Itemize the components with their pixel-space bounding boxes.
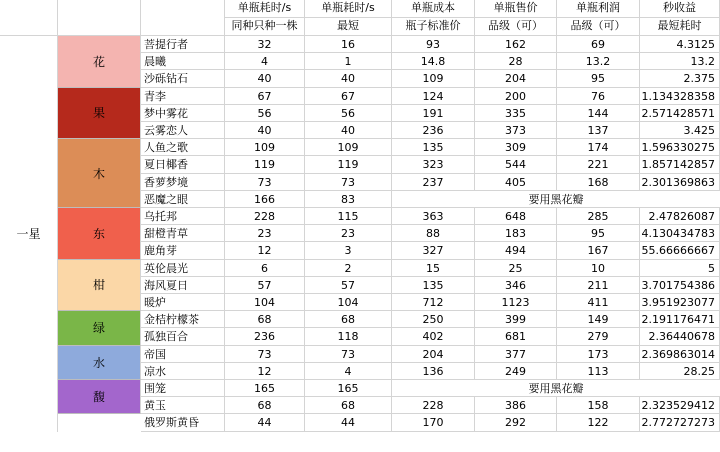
item-name[interactable]: 甜橙青草 <box>141 225 225 242</box>
item-name[interactable]: 凉水 <box>141 363 225 380</box>
item-name[interactable]: 俄罗斯黄昏 <box>141 414 225 431</box>
value-cell[interactable]: 712 <box>392 294 475 311</box>
value-cell[interactable]: 56 <box>225 105 305 122</box>
header-cell[interactable]: 最短耗时 <box>640 18 720 36</box>
value-cell[interactable]: 40 <box>225 70 305 87</box>
note-cell[interactable]: 要用黑花瓣 <box>392 191 720 208</box>
value-cell[interactable]: 115 <box>305 208 392 225</box>
value-cell[interactable]: 3.425 <box>640 122 720 139</box>
item-name[interactable]: 围笼 <box>141 380 225 397</box>
value-cell[interactable]: 28 <box>475 53 557 70</box>
item-name[interactable]: 人鱼之歌 <box>141 139 225 156</box>
header-cell[interactable]: 最短 <box>305 18 392 36</box>
item-name[interactable]: 金桔柠檬茶 <box>141 311 225 328</box>
item-name[interactable]: 菩提行者 <box>141 36 225 53</box>
value-cell[interactable]: 6 <box>225 260 305 277</box>
header-cell[interactable]: 同种只种一株 <box>225 18 305 36</box>
value-cell[interactable]: 544 <box>475 156 557 173</box>
value-cell[interactable]: 2.301369863 <box>640 174 720 191</box>
value-cell[interactable]: 2 <box>305 260 392 277</box>
value-cell[interactable]: 327 <box>392 242 475 259</box>
item-name[interactable]: 夏日椰香 <box>141 156 225 173</box>
value-cell[interactable]: 124 <box>392 88 475 105</box>
value-cell[interactable]: 113 <box>557 363 640 380</box>
value-cell[interactable]: 5 <box>640 260 720 277</box>
value-cell[interactable]: 1.596330275 <box>640 139 720 156</box>
value-cell[interactable]: 68 <box>225 397 305 414</box>
header-cell[interactable]: 单瓶耗时/s <box>225 0 305 18</box>
item-name[interactable]: 帝国 <box>141 346 225 363</box>
value-cell[interactable]: 200 <box>475 88 557 105</box>
value-cell[interactable]: 25 <box>475 260 557 277</box>
value-cell[interactable]: 68 <box>225 311 305 328</box>
value-cell[interactable]: 204 <box>392 346 475 363</box>
value-cell[interactable]: 3.951923077 <box>640 294 720 311</box>
header-cell[interactable]: 单瓶耗时/s <box>305 0 392 18</box>
value-cell[interactable]: 285 <box>557 208 640 225</box>
value-cell[interactable]: 309 <box>475 139 557 156</box>
item-name[interactable]: 恶魔之眼 <box>141 191 225 208</box>
value-cell[interactable]: 237 <box>392 174 475 191</box>
header-cell[interactable]: 品级（可） <box>475 18 557 36</box>
value-cell[interactable]: 3.701754386 <box>640 277 720 294</box>
value-cell[interactable]: 158 <box>557 397 640 414</box>
header-blank-c[interactable] <box>141 0 225 36</box>
value-cell[interactable]: 681 <box>475 328 557 345</box>
value-cell[interactable]: 40 <box>305 70 392 87</box>
value-cell[interactable]: 191 <box>392 105 475 122</box>
item-name[interactable]: 海风夏日 <box>141 277 225 294</box>
value-cell[interactable]: 373 <box>475 122 557 139</box>
value-cell[interactable]: 137 <box>557 122 640 139</box>
value-cell[interactable]: 1.857142857 <box>640 156 720 173</box>
value-cell[interactable]: 83 <box>305 191 392 208</box>
value-cell[interactable]: 292 <box>475 414 557 431</box>
value-cell[interactable]: 109 <box>392 70 475 87</box>
value-cell[interactable]: 228 <box>225 208 305 225</box>
value-cell[interactable]: 279 <box>557 328 640 345</box>
value-cell[interactable]: 386 <box>475 397 557 414</box>
value-cell[interactable]: 136 <box>392 363 475 380</box>
header-cell[interactable]: 瓶子标准价 <box>392 18 475 36</box>
value-cell[interactable]: 399 <box>475 311 557 328</box>
value-cell[interactable]: 149 <box>557 311 640 328</box>
header-cell[interactable]: 秒收益 <box>640 0 720 18</box>
value-cell[interactable]: 13.2 <box>557 53 640 70</box>
value-cell[interactable]: 122 <box>557 414 640 431</box>
value-cell[interactable]: 144 <box>557 105 640 122</box>
value-cell[interactable]: 174 <box>557 139 640 156</box>
value-cell[interactable]: 2.772727273 <box>640 414 720 431</box>
value-cell[interactable]: 648 <box>475 208 557 225</box>
value-cell[interactable]: 166 <box>225 191 305 208</box>
value-cell[interactable]: 405 <box>475 174 557 191</box>
item-name[interactable]: 晨曦 <box>141 53 225 70</box>
value-cell[interactable]: 165 <box>305 380 392 397</box>
category-cell[interactable]: 水 <box>58 346 141 380</box>
value-cell[interactable]: 168 <box>557 174 640 191</box>
value-cell[interactable]: 236 <box>392 122 475 139</box>
value-cell[interactable]: 73 <box>225 346 305 363</box>
value-cell[interactable]: 104 <box>305 294 392 311</box>
value-cell[interactable]: 236 <box>225 328 305 345</box>
value-cell[interactable]: 4 <box>225 53 305 70</box>
item-name[interactable]: 乌托邦 <box>141 208 225 225</box>
value-cell[interactable]: 2.571428571 <box>640 105 720 122</box>
value-cell[interactable]: 2.47826087 <box>640 208 720 225</box>
value-cell[interactable]: 119 <box>225 156 305 173</box>
value-cell[interactable]: 23 <box>305 225 392 242</box>
value-cell[interactable]: 95 <box>557 225 640 242</box>
value-cell[interactable]: 44 <box>305 414 392 431</box>
value-cell[interactable]: 377 <box>475 346 557 363</box>
value-cell[interactable]: 323 <box>392 156 475 173</box>
value-cell[interactable]: 12 <box>225 363 305 380</box>
value-cell[interactable]: 135 <box>392 277 475 294</box>
value-cell[interactable]: 250 <box>392 311 475 328</box>
item-name[interactable]: 黄玉 <box>141 397 225 414</box>
category-cell[interactable]: 东 <box>58 208 141 260</box>
value-cell[interactable]: 135 <box>392 139 475 156</box>
item-name[interactable]: 香萝梦境 <box>141 174 225 191</box>
value-cell[interactable]: 1123 <box>475 294 557 311</box>
category-cell[interactable]: 绿 <box>58 311 141 345</box>
value-cell[interactable]: 95 <box>557 70 640 87</box>
value-cell[interactable]: 1 <box>305 53 392 70</box>
value-cell[interactable]: 165 <box>225 380 305 397</box>
value-cell[interactable]: 2.191176471 <box>640 311 720 328</box>
value-cell[interactable]: 249 <box>475 363 557 380</box>
category-cell[interactable]: 馥 <box>58 380 141 414</box>
category-cell[interactable]: 花 <box>58 36 141 88</box>
value-cell[interactable]: 119 <box>305 156 392 173</box>
value-cell[interactable]: 44 <box>225 414 305 431</box>
header-blank-a[interactable] <box>0 0 58 36</box>
value-cell[interactable]: 69 <box>557 36 640 53</box>
value-cell[interactable]: 221 <box>557 156 640 173</box>
value-cell[interactable]: 40 <box>305 122 392 139</box>
item-name[interactable]: 青李 <box>141 88 225 105</box>
value-cell[interactable]: 40 <box>225 122 305 139</box>
value-cell[interactable]: 204 <box>475 70 557 87</box>
value-cell[interactable]: 67 <box>225 88 305 105</box>
value-cell[interactable]: 228 <box>392 397 475 414</box>
value-cell[interactable]: 335 <box>475 105 557 122</box>
category-cell[interactable]: 柑 <box>58 260 141 312</box>
header-cell[interactable]: 单瓶成本 <box>392 0 475 18</box>
value-cell[interactable]: 402 <box>392 328 475 345</box>
value-cell[interactable]: 68 <box>305 397 392 414</box>
value-cell[interactable]: 4.3125 <box>640 36 720 53</box>
item-name[interactable]: 沙砾钻石 <box>141 70 225 87</box>
value-cell[interactable]: 2.323529412 <box>640 397 720 414</box>
value-cell[interactable]: 88 <box>392 225 475 242</box>
value-cell[interactable]: 67 <box>305 88 392 105</box>
item-name[interactable]: 英伦晨光 <box>141 260 225 277</box>
header-cell[interactable]: 单瓶售价 <box>475 0 557 18</box>
value-cell[interactable]: 494 <box>475 242 557 259</box>
category-cell[interactable]: 木 <box>58 139 141 208</box>
value-cell[interactable]: 167 <box>557 242 640 259</box>
item-name[interactable]: 暖炉 <box>141 294 225 311</box>
value-cell[interactable]: 28.25 <box>640 363 720 380</box>
value-cell[interactable]: 2.375 <box>640 70 720 87</box>
value-cell[interactable]: 56 <box>305 105 392 122</box>
value-cell[interactable]: 73 <box>305 174 392 191</box>
value-cell[interactable]: 93 <box>392 36 475 53</box>
header-cell[interactable]: 品级（可） <box>557 18 640 36</box>
value-cell[interactable]: 15 <box>392 260 475 277</box>
value-cell[interactable]: 16 <box>305 36 392 53</box>
value-cell[interactable]: 55.66666667 <box>640 242 720 259</box>
value-cell[interactable]: 13.2 <box>640 53 720 70</box>
value-cell[interactable]: 118 <box>305 328 392 345</box>
header-cell[interactable]: 单瓶利润 <box>557 0 640 18</box>
value-cell[interactable]: 57 <box>305 277 392 294</box>
value-cell[interactable]: 1.134328358 <box>640 88 720 105</box>
value-cell[interactable]: 4.130434783 <box>640 225 720 242</box>
value-cell[interactable]: 10 <box>557 260 640 277</box>
tier-label[interactable]: 一星 <box>0 36 58 432</box>
value-cell[interactable]: 211 <box>557 277 640 294</box>
value-cell[interactable]: 76 <box>557 88 640 105</box>
item-name[interactable]: 孤独百合 <box>141 328 225 345</box>
item-name[interactable]: 鹿角芽 <box>141 242 225 259</box>
item-name[interactable]: 梦中雾花 <box>141 105 225 122</box>
value-cell[interactable]: 4 <box>305 363 392 380</box>
value-cell[interactable]: 68 <box>305 311 392 328</box>
value-cell[interactable]: 2.369863014 <box>640 346 720 363</box>
value-cell[interactable]: 109 <box>225 139 305 156</box>
value-cell[interactable]: 363 <box>392 208 475 225</box>
value-cell[interactable]: 32 <box>225 36 305 53</box>
value-cell[interactable]: 73 <box>305 346 392 363</box>
header-blank-b[interactable] <box>58 0 141 36</box>
note-cell[interactable]: 要用黑花瓣 <box>392 380 720 397</box>
item-name[interactable]: 云雾恋人 <box>141 122 225 139</box>
value-cell[interactable]: 12 <box>225 242 305 259</box>
value-cell[interactable]: 170 <box>392 414 475 431</box>
value-cell[interactable]: 14.8 <box>392 53 475 70</box>
value-cell[interactable]: 173 <box>557 346 640 363</box>
value-cell[interactable]: 162 <box>475 36 557 53</box>
category-cell[interactable]: 果 <box>58 88 141 140</box>
value-cell[interactable]: 183 <box>475 225 557 242</box>
value-cell[interactable]: 346 <box>475 277 557 294</box>
value-cell[interactable]: 3 <box>305 242 392 259</box>
value-cell[interactable]: 411 <box>557 294 640 311</box>
value-cell[interactable]: 57 <box>225 277 305 294</box>
value-cell[interactable]: 23 <box>225 225 305 242</box>
value-cell[interactable]: 73 <box>225 174 305 191</box>
value-cell[interactable]: 109 <box>305 139 392 156</box>
value-cell[interactable]: 104 <box>225 294 305 311</box>
value-cell[interactable]: 2.36440678 <box>640 328 720 345</box>
